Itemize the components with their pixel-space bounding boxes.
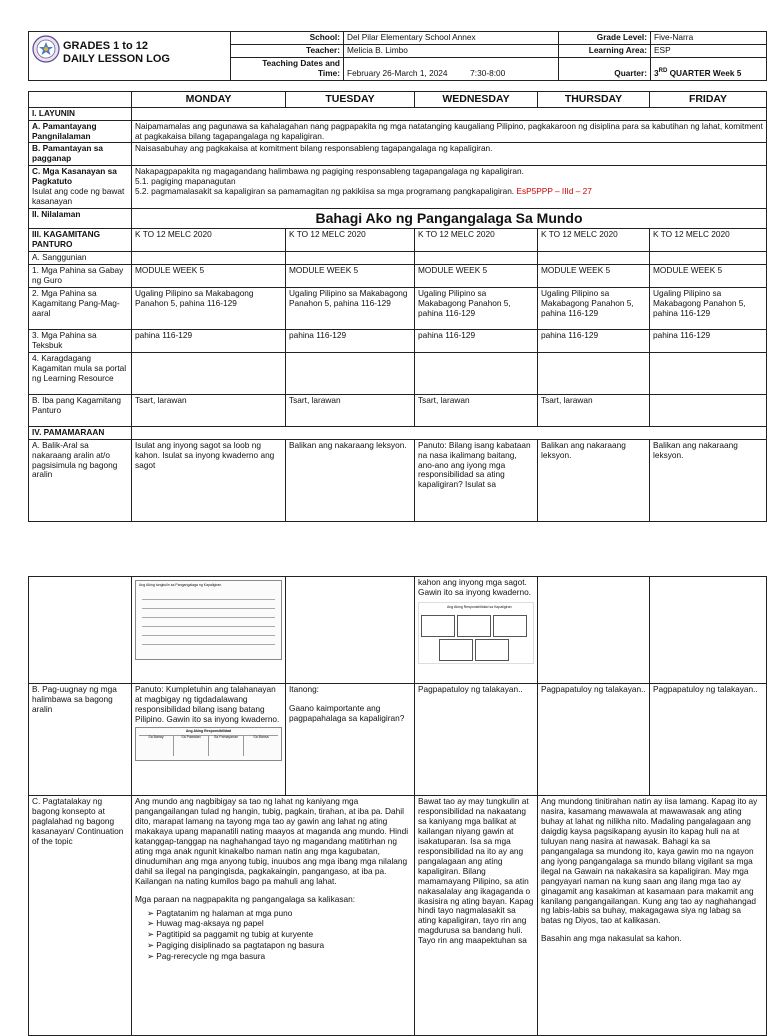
karagdagan-label: 4. Karagdagang Kagamitan mula sa portal ng Learning Resource bbox=[29, 352, 132, 394]
iba-monday: Tsart, larawan bbox=[132, 394, 286, 426]
layunin-title: I. LAYUNIN bbox=[29, 107, 132, 120]
balik-aral-friday: Balikan ang nakaraang leksyon. bbox=[650, 439, 767, 521]
corner-cell bbox=[29, 92, 132, 108]
responsibility-boxes-image: Ang Aking Responsibilidad sa Kapaligiran bbox=[418, 602, 534, 664]
sanggunian-label: A. Sanggunian bbox=[29, 251, 132, 264]
pagganap-label: B. Pamantayan sa pagganap bbox=[29, 143, 132, 166]
kagamitan-tuesday: Ugaling Pilipino sa Makabagong Panahon 5, pahina 116-129 bbox=[286, 287, 415, 329]
grade-value: Five-Narra bbox=[651, 32, 767, 45]
dates-text: February 26-March 1, 2024 bbox=[347, 67, 448, 78]
kagamitan-title: III. KAGAMITANG PANTURO bbox=[29, 228, 132, 251]
pag-uugnay-wednesday: Pagpapatuloy ng talakayan.. bbox=[415, 684, 538, 796]
teksbuk-friday: pahina 116-129 bbox=[650, 329, 767, 352]
iba-label: B. Iba pang Kagamitang Panturo bbox=[29, 394, 132, 426]
competency-code: EsP5PPP – IIId – 27 bbox=[516, 186, 592, 197]
kagamitan-monday: Ugaling Pilipino sa Makabagong Panahon 5, pahina 116-129 bbox=[132, 287, 286, 329]
melc-wednesday: K TO 12 MELC 2020 bbox=[415, 228, 538, 251]
time-text: 7:30-8:00 bbox=[470, 67, 506, 78]
pagganap-text: Naisasabuhay ang pagkakaisa at komitment bilang responsableng tagapangalaga ng kapaligiran. bbox=[132, 143, 767, 166]
gabay-wednesday: MODULE WEEK 5 bbox=[415, 264, 538, 287]
list-item: ➢ Pagtatanim ng halaman at mga puno bbox=[147, 909, 411, 919]
responsibility-table-image: Ang Aking Responsibilidad Sa Bahay Sa Paaralan Sa Pamayanan Sa Bansa bbox=[135, 727, 282, 761]
grade-label: Grade Level: bbox=[559, 32, 651, 45]
balik-aral-thursday: Balikan ang nakaraang leksyon. bbox=[538, 439, 650, 521]
pamantayang-text: Naipamamalas ang pagunawa sa kahalagahan nang pagpapakita ng mga natatanging kaugaliang Pilipino, pagkakaroon ng disiplina para sa kabutihan ng lahat, komitment at pagkakaisa bilang tagapangalaga ng kapaligiran. bbox=[132, 120, 767, 143]
title-line-2: DAILY LESSON LOG bbox=[63, 53, 170, 65]
melc-thursday: K TO 12 MELC 2020 bbox=[538, 228, 650, 251]
iba-thursday: Tsart, larawan bbox=[538, 394, 650, 426]
worksheet-caption: Ang Aking tungkulin sa Pangangalaga ng Kapaligiran bbox=[139, 583, 222, 587]
iba-friday bbox=[650, 394, 767, 426]
teksbuk-label: 3. Mga Pahina sa Teksbuk bbox=[29, 329, 132, 352]
dates-value bbox=[344, 58, 559, 81]
nilalaman-title: II. Nilalaman bbox=[29, 209, 132, 229]
lesson-log-table-continued bbox=[28, 576, 767, 1036]
teksbuk-monday: pahina 116-129 bbox=[132, 329, 286, 352]
day-friday: FRIDAY bbox=[650, 92, 767, 108]
nilalaman-text: Bahagi Ako ng Pangangalaga Sa Mundo bbox=[132, 209, 767, 229]
lesson-log-table bbox=[28, 91, 767, 522]
gabay-friday: MODULE WEEK 5 bbox=[650, 264, 767, 287]
list-item: ➢ Pag-rerecycle ng mga basura bbox=[147, 952, 411, 962]
pag-uugnay-label: B. Pag-uugnay ng mga halimbawa sa bagong aralin bbox=[29, 684, 132, 796]
quarter-value: 3RD QUARTER Week 5 bbox=[651, 58, 767, 81]
quarter-label: Quarter: bbox=[559, 58, 651, 81]
gabay-thursday: MODULE WEEK 5 bbox=[538, 264, 650, 287]
melc-tuesday: K TO 12 MELC 2020 bbox=[286, 228, 415, 251]
teksbuk-thursday: pahina 116-129 bbox=[538, 329, 650, 352]
melc-friday: K TO 12 MELC 2020 bbox=[650, 228, 767, 251]
balik-aral-monday: Isulat ang inyong sagot sa loob ng kahon. Isulat sa inyong kwaderno ang sagot bbox=[132, 439, 286, 521]
list-item: ➢ Pagtitipid sa paggamit ng tubig at kuryente bbox=[147, 930, 411, 940]
kagamitan-pages-label: 2. Mga Pahina sa Kagamitang Pang-Mag-aaral bbox=[29, 287, 132, 329]
area-label: Learning Area: bbox=[559, 45, 651, 58]
day-monday: MONDAY bbox=[132, 92, 286, 108]
gabay-label: 1. Mga Pahina sa Gabay ng Guro bbox=[29, 264, 132, 287]
dates-label bbox=[231, 58, 344, 81]
deped-seal-icon bbox=[32, 35, 60, 63]
school-value: Del Pilar Elementary School Annex bbox=[344, 32, 559, 45]
area-value: ESP bbox=[651, 45, 767, 58]
pagtatalakay-thufri: Ang mundong tinitirahan natin ay iisa lamang. Kapag ito ay nasira, kasamang mawawala at mawawasak ang ating buhay at lahat ng nilikha nito. Madaling pangalagaan ang daigdig kaysa pagsikapang ayusin ito kapag huli na at tuluyan nang nasira at nawasak. Bahagi ka sa pangangalaga sa mundong ito, kaya gawin mo na ngayon ang iyong pangangalaga sa mundo bilang vigilant sa mga ilegal na Gawain na nakakasira sa kapaligiran. May mga pangyayari naman na kung saan ang ilang mga tao ay ginagamit ang kasakiman at kasamaan para makamit ang kanilang pangangailangan. Kung ang tao ay naghahangad ng labis-labis sa buhay, makagagawa siya ng labag sa batas ng Diyos, tao at kalikasan. Basahin ang mga nakasulat sa kahon. bbox=[538, 796, 767, 1036]
pagtatalakay-label: C. Pagtatalakay ng bagong konsepto at paglalahad ng bagong kasanayan/ Continuation of the topic bbox=[29, 796, 132, 1036]
day-thursday: THURSDAY bbox=[538, 92, 650, 108]
pamamaraan-title: IV. PAMAMARAAN bbox=[29, 426, 132, 439]
worksheet-image bbox=[135, 580, 282, 660]
kasanayan-text: Nakapagpapakita ng magagandang halimbawa ng pagiging responsableng tagapangalaga ng kapaligiran. 5.1. pagiging mapanagutan 5.2. pagmamalasakit sa kapaligiran sa pamamagitan ng pakikiisa sa mga programang pangkapaligiran. EsP5PPP – IIId – 27 bbox=[132, 166, 767, 209]
list-item: ➢ Huwag mag-aksaya ng papel bbox=[147, 919, 411, 929]
dates-label-line1: Teaching Dates and bbox=[262, 58, 340, 68]
gabay-tuesday: MODULE WEEK 5 bbox=[286, 264, 415, 287]
school-label: School: bbox=[231, 32, 344, 45]
pag-uugnay-friday: Pagpapatuloy ng talakayan.. bbox=[650, 684, 767, 796]
gabay-monday: MODULE WEEK 5 bbox=[132, 264, 286, 287]
pagtatalakay-montue: Ang mundo ang nagbibigay sa tao ng lahat ng kaniyang mga pangangailangan tulad ng hangin, tubig, pagkain, tirahan, at iba pa. Dahil dito, marapat lamang na tayong mga tao ay gawin ang lahat ng ating makakaya upang mapanatili nating maayos at maganda ang mundo. Hindi katanggap-tanggap na naghahangad tayo ng magandang matitirhan ng ating mga anak ngunit kinakalbo naman natin ang mga kagubatan, dinudumihan ang mga anyong tubig, inuubos ang mga ibang mga nilalang dahil sa ilegal na pangingisda, pagkakaingin, pangangaso, at iba pa. Kailangan na nating kumilos bago pa mahuli ang lahat. Mga paraan na nagpapakita ng pangangalaga sa kalikasan: ➢ Pagtatanim ng halaman at mga puno ➢ Huwag mag-aksaya ng papel ➢ Pagtitipid sa paggamit ng tubig at kuryente ➢ Pagiging disiplinado sa pagtatapon ng basura ➢ Pag-rerecycle ng mga basura bbox=[132, 796, 415, 1036]
dates-label-line2: Time: bbox=[318, 67, 340, 78]
kagamitan-thursday: Ugaling Pilipino sa Makabagong Panahon 5, pahina 116-129 bbox=[538, 287, 650, 329]
teksbuk-wednesday: pahina 116-129 bbox=[415, 329, 538, 352]
header-title-cell bbox=[29, 32, 231, 81]
pag-uugnay-monday: Panuto: Kumpletuhin ang talahanayan at magbigay ng tigdadalawang responsibilidad bilang isang batang Pilipino. Gawin ito sa inyong kwaderno. Ang Aking Responsibilidad Sa Bahay Sa Paaralan Sa Pamayanan Sa Bansa bbox=[132, 684, 286, 796]
pangangalaga-list bbox=[135, 909, 411, 963]
pag-uugnay-tuesday: Itanong: Gaano kaimportante ang pagpapahalaga sa kapaligiran? bbox=[286, 684, 415, 796]
iba-wednesday: Tsart, larawan bbox=[415, 394, 538, 426]
melc-monday: K TO 12 MELC 2020 bbox=[132, 228, 286, 251]
teacher-label: Teacher: bbox=[231, 45, 344, 58]
day-tuesday: TUESDAY bbox=[286, 92, 415, 108]
kagamitan-wednesday: Ugaling Pilipino sa Makabagong Panahon 5, pahina 116-129 bbox=[415, 287, 538, 329]
title-line-1: GRADES 1 to 12 bbox=[63, 40, 148, 52]
day-wednesday: WEDNESDAY bbox=[415, 92, 538, 108]
header-table bbox=[28, 31, 767, 81]
kasanayan-label: C. Mga Kasanayan sa Pagkatuto Isulat ang code ng bawat kasanayan bbox=[29, 166, 132, 209]
balik-aral-label: A. Balik-Aral sa nakaraang aralin at/o pagsisimula ng bagong aralin bbox=[29, 439, 132, 521]
pag-uugnay-thursday: Pagpapatuloy ng talakayan.. bbox=[538, 684, 650, 796]
pagtatalakay-wednesday: Bawat tao ay may tungkulin at responsibilidad na nakaatang sa kaniyang mga balikat at kailangan niyang gawin at isakatuparan. Isa sa mga responsibilidad na ito ay ang pangalagaan ang ating kapaligiran. Bilang mamamayang Pilipino, sa atin nakasalalay ang ikagaganda o ikasisira ng ating bayan. Kapag hindi tayo nagmalasakit sa ating kapaligiran, tayo rin ang magdurusa sa bandang huli. Tayo rin ang maapektuhan sa bbox=[415, 796, 538, 1036]
pamantayang-label: A. Pamantayang Pangnilalaman bbox=[29, 120, 132, 143]
iba-tuesday: Tsart, larawan bbox=[286, 394, 415, 426]
teksbuk-tuesday: pahina 116-129 bbox=[286, 329, 415, 352]
balik-aral-wednesday: Panuto: Bilang isang kabataan na nasa ikalimang baitang, ano-ano ang iyong mga responsibilidad sa ating kapaligiran? Isulat sa bbox=[415, 439, 538, 521]
balik-aral-tuesday: Balikan ang nakaraang leksyon. bbox=[286, 439, 415, 521]
balik-aral-monday-image-cell bbox=[132, 577, 286, 684]
kagamitan-friday: Ugaling Pilipino sa Makabagong Panahon 5, pahina 116-129 bbox=[650, 287, 767, 329]
list-item: ➢ Pagiging disiplinado sa pagtatapon ng basura bbox=[147, 941, 411, 951]
balik-aral-wednesday-cont: kahon ang inyong mga sagot. Gawin ito sa inyong kwaderno. Ang Aking Responsibilidad sa Kapaligiran bbox=[415, 577, 538, 684]
teacher-value: Melicia B. Limbo bbox=[344, 45, 559, 58]
